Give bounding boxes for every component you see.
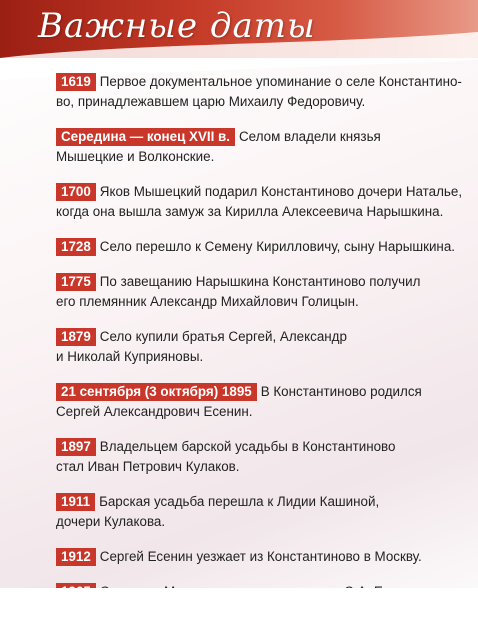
entry-text: Село купили братья Сергей, Александр <box>99 329 347 344</box>
entry-text-continued: и Николай Куприяновы. <box>56 349 204 364</box>
timeline-entry <box>56 382 466 422</box>
timeline-entry <box>56 182 466 222</box>
timeline-entry <box>56 492 466 532</box>
entry-text: Барская усадьба перешла к Лидии Кашиной, <box>99 494 380 509</box>
date-badge: 1897 <box>56 438 96 456</box>
entry-text: Первое документальное упоминание о селе Константино- <box>99 74 462 89</box>
timeline-entry <box>56 127 466 167</box>
entry-text: Селом владели князья <box>239 129 381 144</box>
entry-text: Село перешло к Семену Кирилловичу, сыну Нарышкина. <box>99 239 455 254</box>
entry-text-continued: Мышецкие и Волконские. <box>56 149 215 164</box>
page-bottom-margin <box>0 588 478 638</box>
timeline-entry <box>56 72 466 112</box>
date-badge: 1912 <box>56 548 96 566</box>
entry-text-continued: его племянник Александр Михайлович Голицын. <box>56 294 359 309</box>
page-title: Важные даты <box>38 6 316 46</box>
timeline-entry <box>56 547 466 567</box>
date-badge: 1700 <box>56 183 96 201</box>
entry-text-continued: дочери Кулакова. <box>56 514 166 529</box>
timeline-entry <box>56 237 466 257</box>
date-badge: 1879 <box>56 328 96 346</box>
date-badge: 21 сентября (3 октября) 1895 <box>56 383 257 401</box>
date-badge: Середина — конец XVII в. <box>56 128 235 146</box>
entry-text-continued: когда она вышла замуж за Кирилла Алексеевича Нарышкина. <box>56 204 444 219</box>
date-badge: 1728 <box>56 238 96 256</box>
timeline-entry <box>56 272 466 312</box>
entry-text-continued: стал Иван Петрович Кулаков. <box>56 459 240 474</box>
timeline-list <box>56 72 466 617</box>
timeline-entry <box>56 327 466 367</box>
entry-text: Сергей Есенин уезжает из Константиново в Москву. <box>99 549 422 564</box>
entry-text: В Константиново родился <box>260 384 422 399</box>
entry-text-continued: во, принадлежавшем царю Михаилу Федоровичу. <box>56 94 366 109</box>
entry-text-continued: Сергей Александрович Есенин. <box>56 404 253 419</box>
date-badge: 1775 <box>56 273 96 291</box>
entry-text: Яков Мышецкий подарил Константиново дочери Наталье, <box>99 184 463 199</box>
date-badge: 1911 <box>56 493 95 511</box>
timeline-entry <box>56 437 466 477</box>
date-badge: 1619 <box>56 73 96 91</box>
entry-text: По завещанию Нарышкина Константиново получил <box>99 274 421 289</box>
entry-text: Владельцем барской усадьбы в Константиново <box>99 439 396 454</box>
